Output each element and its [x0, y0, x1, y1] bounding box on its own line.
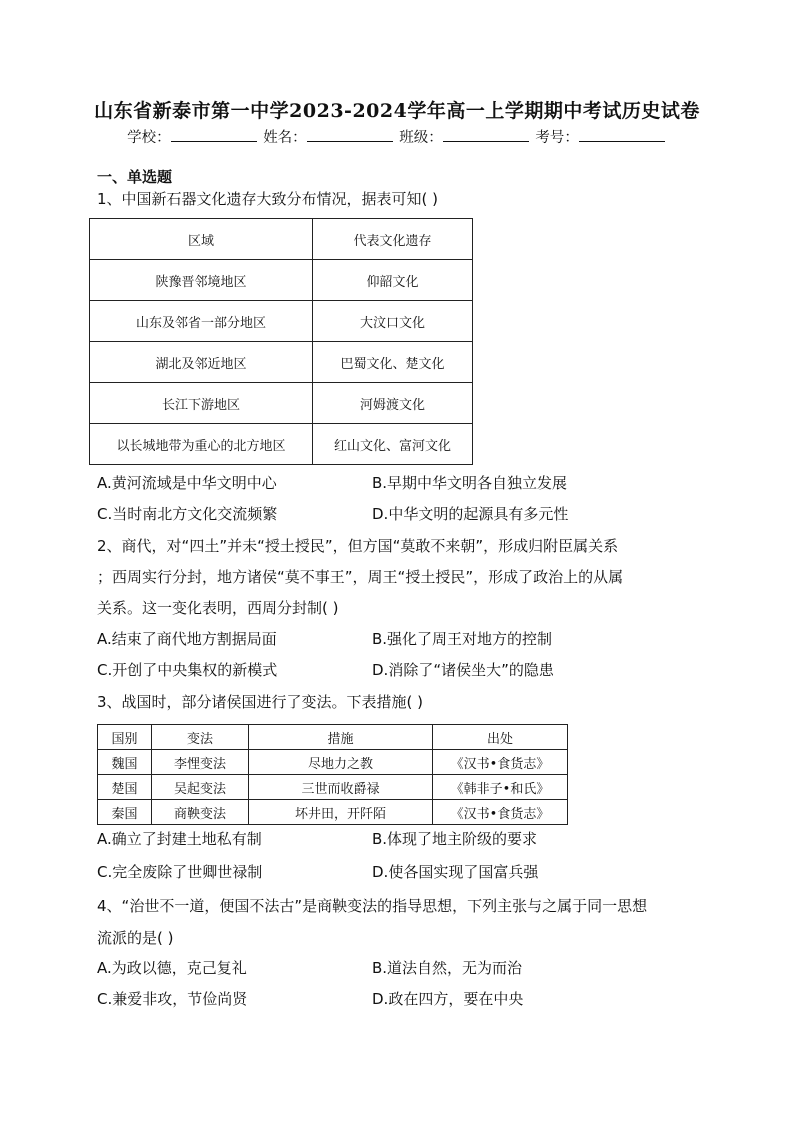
q4-option-d[interactable]: D.政在四方，要在中央: [372, 990, 524, 1008]
q1-option-a[interactable]: A.黄河流域是中华文明中心: [97, 474, 277, 492]
table-cell: 坏井田，开阡陌: [249, 800, 433, 825]
q4-stem-line-2: 流派的是( ): [97, 929, 174, 947]
table-row: [98, 800, 568, 825]
q3-table: [97, 724, 568, 825]
table-header-cell: 国别: [98, 725, 152, 750]
table-cell: 湖北及邻近地区: [90, 342, 313, 383]
table-cell: 巴蜀文化、楚文化: [313, 342, 473, 383]
class-blank[interactable]: [443, 127, 529, 142]
table-cell: 秦国: [98, 800, 152, 825]
table-cell: 以长城地带为重心的北方地区: [90, 424, 313, 465]
table-cell: 《汉书•食货志》: [433, 800, 568, 825]
q2-stem-line-1: 2、商代，对“四土”并未“授土授民”，但方国“莫敢不来朝”，形成归附臣属关系: [97, 537, 619, 555]
table-row: [90, 383, 473, 424]
name-blank[interactable]: [307, 127, 393, 142]
q1-stem: 1、中国新石器文化遗存大致分布情况，据表可知( ): [97, 190, 439, 208]
table-row: [90, 424, 473, 465]
table-cell: 红山文化、富河文化: [313, 424, 473, 465]
table-row: [98, 725, 568, 750]
table-header-cell: 区域: [90, 219, 313, 260]
table-cell: 李悝变法: [152, 750, 249, 775]
q2-stem-line-2: ；西周实行分封，地方诸侯“莫不事王”，周王“授土授民”，形成了政治上的从属: [97, 568, 624, 586]
q4-option-c[interactable]: C.兼爱非攻，节俭尚贤: [97, 990, 248, 1008]
class-label: 班级：: [399, 130, 443, 146]
table-cell: 《韩非子•和氏》: [433, 775, 568, 800]
table-cell: 尽地力之教: [249, 750, 433, 775]
q4-option-b[interactable]: B.道法自然，无为而治: [372, 959, 523, 977]
table-header-cell: 代表文化遗存: [313, 219, 473, 260]
q1-option-b[interactable]: B.早期中华文明各自独立发展: [372, 474, 568, 492]
table-cell: 仰韶文化: [313, 260, 473, 301]
school-label: 学校：: [127, 130, 171, 146]
table-cell: 三世而收爵禄: [249, 775, 433, 800]
exam-title: 山东省新泰市第一中学2023-2024学年高一上学期期中考试历史试卷: [94, 100, 700, 122]
q2-option-d[interactable]: D.消除了“诸侯坐大”的隐患: [372, 661, 554, 679]
name-label: 姓名：: [263, 130, 307, 146]
exam-number-blank[interactable]: [579, 127, 665, 142]
q2-stem-line-3: 关系。这一变化表明，西周分封制( ): [97, 599, 339, 617]
table-header-cell: 变法: [152, 725, 249, 750]
q3-option-d[interactable]: D.使各国实现了国富兵强: [372, 863, 539, 881]
table-row: [90, 260, 473, 301]
table-cell: 长江下游地区: [90, 383, 313, 424]
q1-option-c[interactable]: C.当时南北方文化交流频繁: [97, 505, 278, 523]
school-blank[interactable]: [171, 127, 257, 142]
q3-option-a[interactable]: A.确立了封建土地私有制: [97, 830, 262, 848]
table-header-cell: 出处: [433, 725, 568, 750]
table-cell: 大汶口文化: [313, 301, 473, 342]
table-row: [90, 342, 473, 383]
table-row: [90, 301, 473, 342]
table-cell: 河姆渡文化: [313, 383, 473, 424]
table-header-cell: 措施: [249, 725, 433, 750]
section-heading: 一、单选题: [97, 168, 173, 186]
exam-number-label: 考号：: [535, 130, 579, 146]
q3-option-c[interactable]: C.完全废除了世卿世禄制: [97, 863, 263, 881]
table-cell: 楚国: [98, 775, 152, 800]
student-info-line: [0, 126, 794, 147]
table-row: [90, 219, 473, 260]
table-cell: 《汉书•食货志》: [433, 750, 568, 775]
table-cell: 魏国: [98, 750, 152, 775]
table-cell: 商鞅变法: [152, 800, 249, 825]
q2-option-c[interactable]: C.开创了中央集权的新模式: [97, 661, 278, 679]
q4-stem-line-1: 4、“治世不一道，便国不法古”是商鞅变法的指导思想，下列主张与之属于同一思想: [97, 897, 648, 915]
q2-option-a[interactable]: A.结束了商代地方割据局面: [97, 630, 277, 648]
table-cell: 陕豫晋邻境地区: [90, 260, 313, 301]
q3-option-b[interactable]: B.体现了地主阶级的要求: [372, 830, 538, 848]
table-cell: 吴起变法: [152, 775, 249, 800]
table-row: [98, 775, 568, 800]
table-row: [98, 750, 568, 775]
table-cell: 山东及邻省一部分地区: [90, 301, 313, 342]
q4-option-a[interactable]: A.为政以德，克己复礼: [97, 959, 247, 977]
q3-stem: 3、战国时，部分诸侯国进行了变法。下表措施( ): [97, 693, 424, 711]
q1-option-d[interactable]: D.中华文明的起源具有多元性: [372, 505, 569, 523]
q1-table: [89, 218, 473, 465]
q2-option-b[interactable]: B.强化了周王对地方的控制: [372, 630, 553, 648]
